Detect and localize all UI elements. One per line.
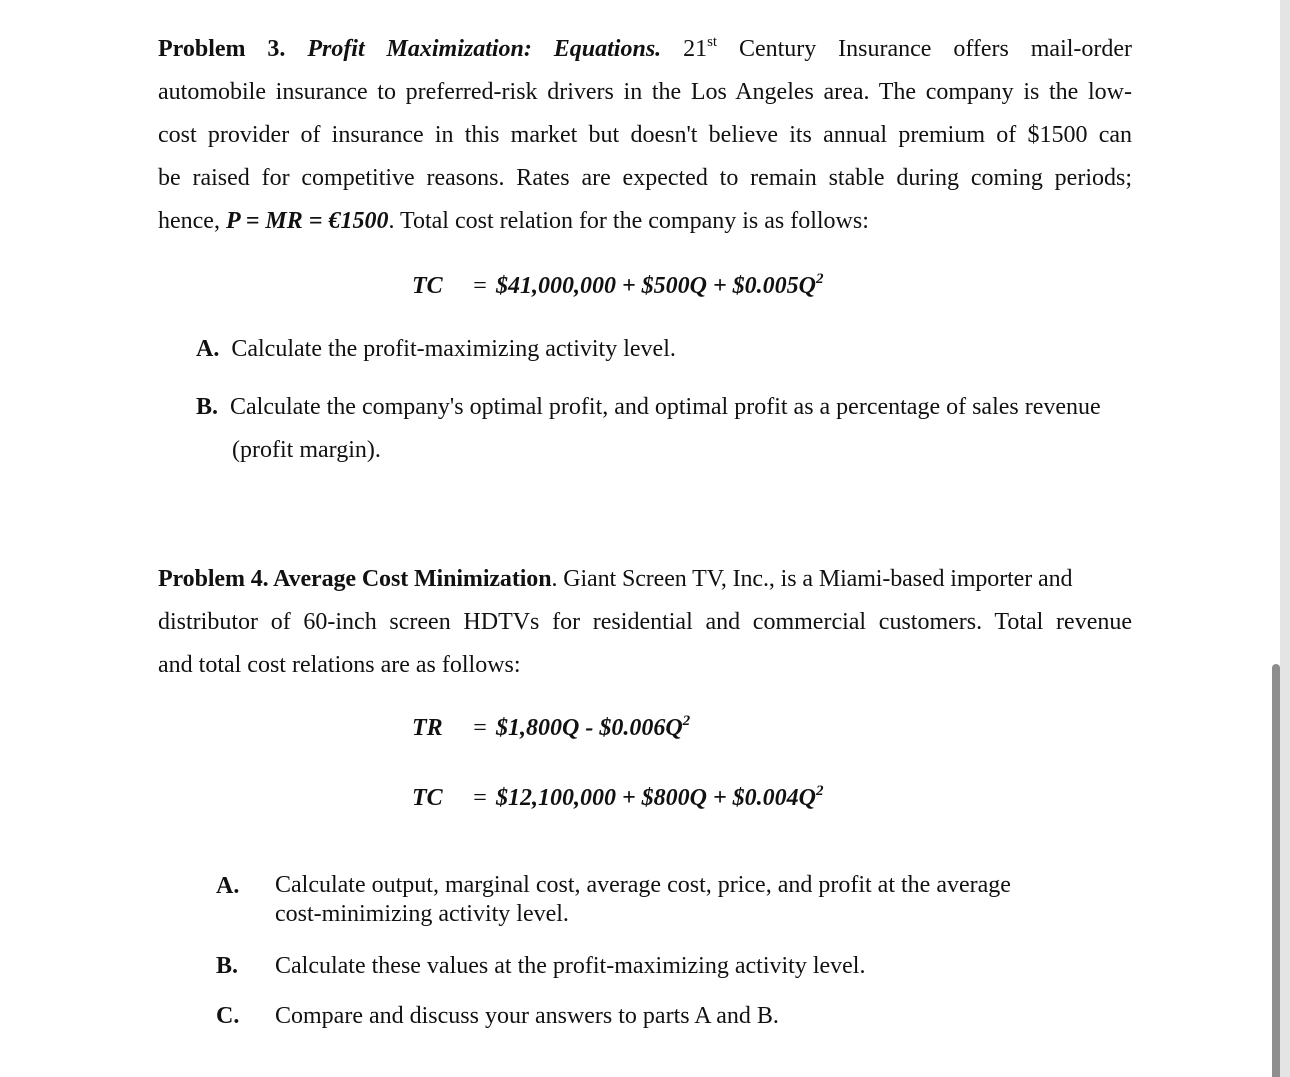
problem3-line-2: automobile insurance to preferred-risk drivers in the Los Angeles area. The company is the low- — [158, 79, 1132, 105]
problem4-part-b-label: B. — [216, 953, 239, 979]
problem3-line-5: hence, P = MR = €1500. Total cost relation for the company is as follows: — [158, 208, 869, 234]
problem3-heading-title-2: Maximization: — [386, 36, 532, 62]
problem3-tc-equation — [412, 271, 824, 301]
problem3-line-4: be raised for competitive reasons. Rates are expected to remain stable during coming periods; — [158, 165, 1132, 191]
problem4-heading: Problem 4. Average Cost Minimization — [158, 566, 552, 592]
equals-sign: = — [473, 273, 487, 299]
equation-lhs: TR — [412, 715, 443, 741]
problem4-part-a-text: Calculate output, marginal cost, average cost, price, and profit at the average cost-minimizing activity level. — [275, 872, 1011, 927]
problem4-part-a-label: A. — [216, 873, 240, 899]
part-text: Calculate the company's optimal profit, and optimal profit as a percentage of sales revenue — [230, 394, 1101, 420]
equation-lhs: TC — [412, 785, 443, 811]
part-text: Calculate the profit-maximizing activity level. — [231, 336, 676, 362]
problem4-tr-equation — [412, 713, 690, 743]
price-equation-inline: P = MR = €1500 — [225, 208, 389, 234]
part-label: B. — [196, 394, 219, 420]
problem4-intro-start: . Giant Screen TV, Inc., is a Miami-based importer and — [551, 566, 1073, 592]
problem3-part-b — [196, 392, 1132, 422]
problem3-part-a — [196, 334, 676, 364]
equation-rhs: $1,800Q - $\$0.006Q^2$ — [496, 713, 691, 741]
problem4-part-c-label: C. — [216, 1003, 240, 1029]
problem3-heading-number: Problem 3. — [158, 36, 286, 62]
problem3-intro-start: 21st Century Insurance offers mail-order — [683, 34, 1133, 62]
problem3-heading-title-1: Profit — [307, 36, 365, 62]
equation-rhs: $12,100,000 + $800Q + $\$0.004Q^2$ — [496, 783, 824, 811]
equals-sign: = — [473, 785, 487, 811]
problem3-heading-title-3: Equations. — [553, 36, 662, 62]
problem3-line-3: cost provider of insurance in this market but doesn't believe its annual premium of $1500 can — [158, 122, 1132, 148]
problem3-part-b-continued: (profit margin). — [232, 437, 381, 463]
problem4-part-b-text: Calculate these values at the profit-maximizing activity level. — [275, 953, 866, 979]
problem4-tc-equation — [412, 783, 824, 813]
scrollbar-thumb[interactable] — [1272, 664, 1280, 1077]
scroll-track[interactable] — [1280, 0, 1290, 1077]
equation-rhs: $41,000,000 + $500Q + $\$0.005Q^2$ — [496, 271, 824, 299]
part-label: A. — [196, 336, 220, 362]
problem4-line-2: distributor of 60-inch screen HDTVs for residential and commercial customers. Total revenue — [158, 609, 1132, 635]
problem4-part-c-text: Compare and discuss your answers to parts A and B. — [275, 1003, 779, 1029]
problem4-line-1 — [158, 564, 1132, 594]
equals-sign: = — [473, 715, 487, 741]
equation-lhs: TC — [412, 273, 443, 299]
problem3-line-1 — [158, 34, 1132, 64]
problem4-line-3: and total cost relations are as follows: — [158, 652, 521, 678]
